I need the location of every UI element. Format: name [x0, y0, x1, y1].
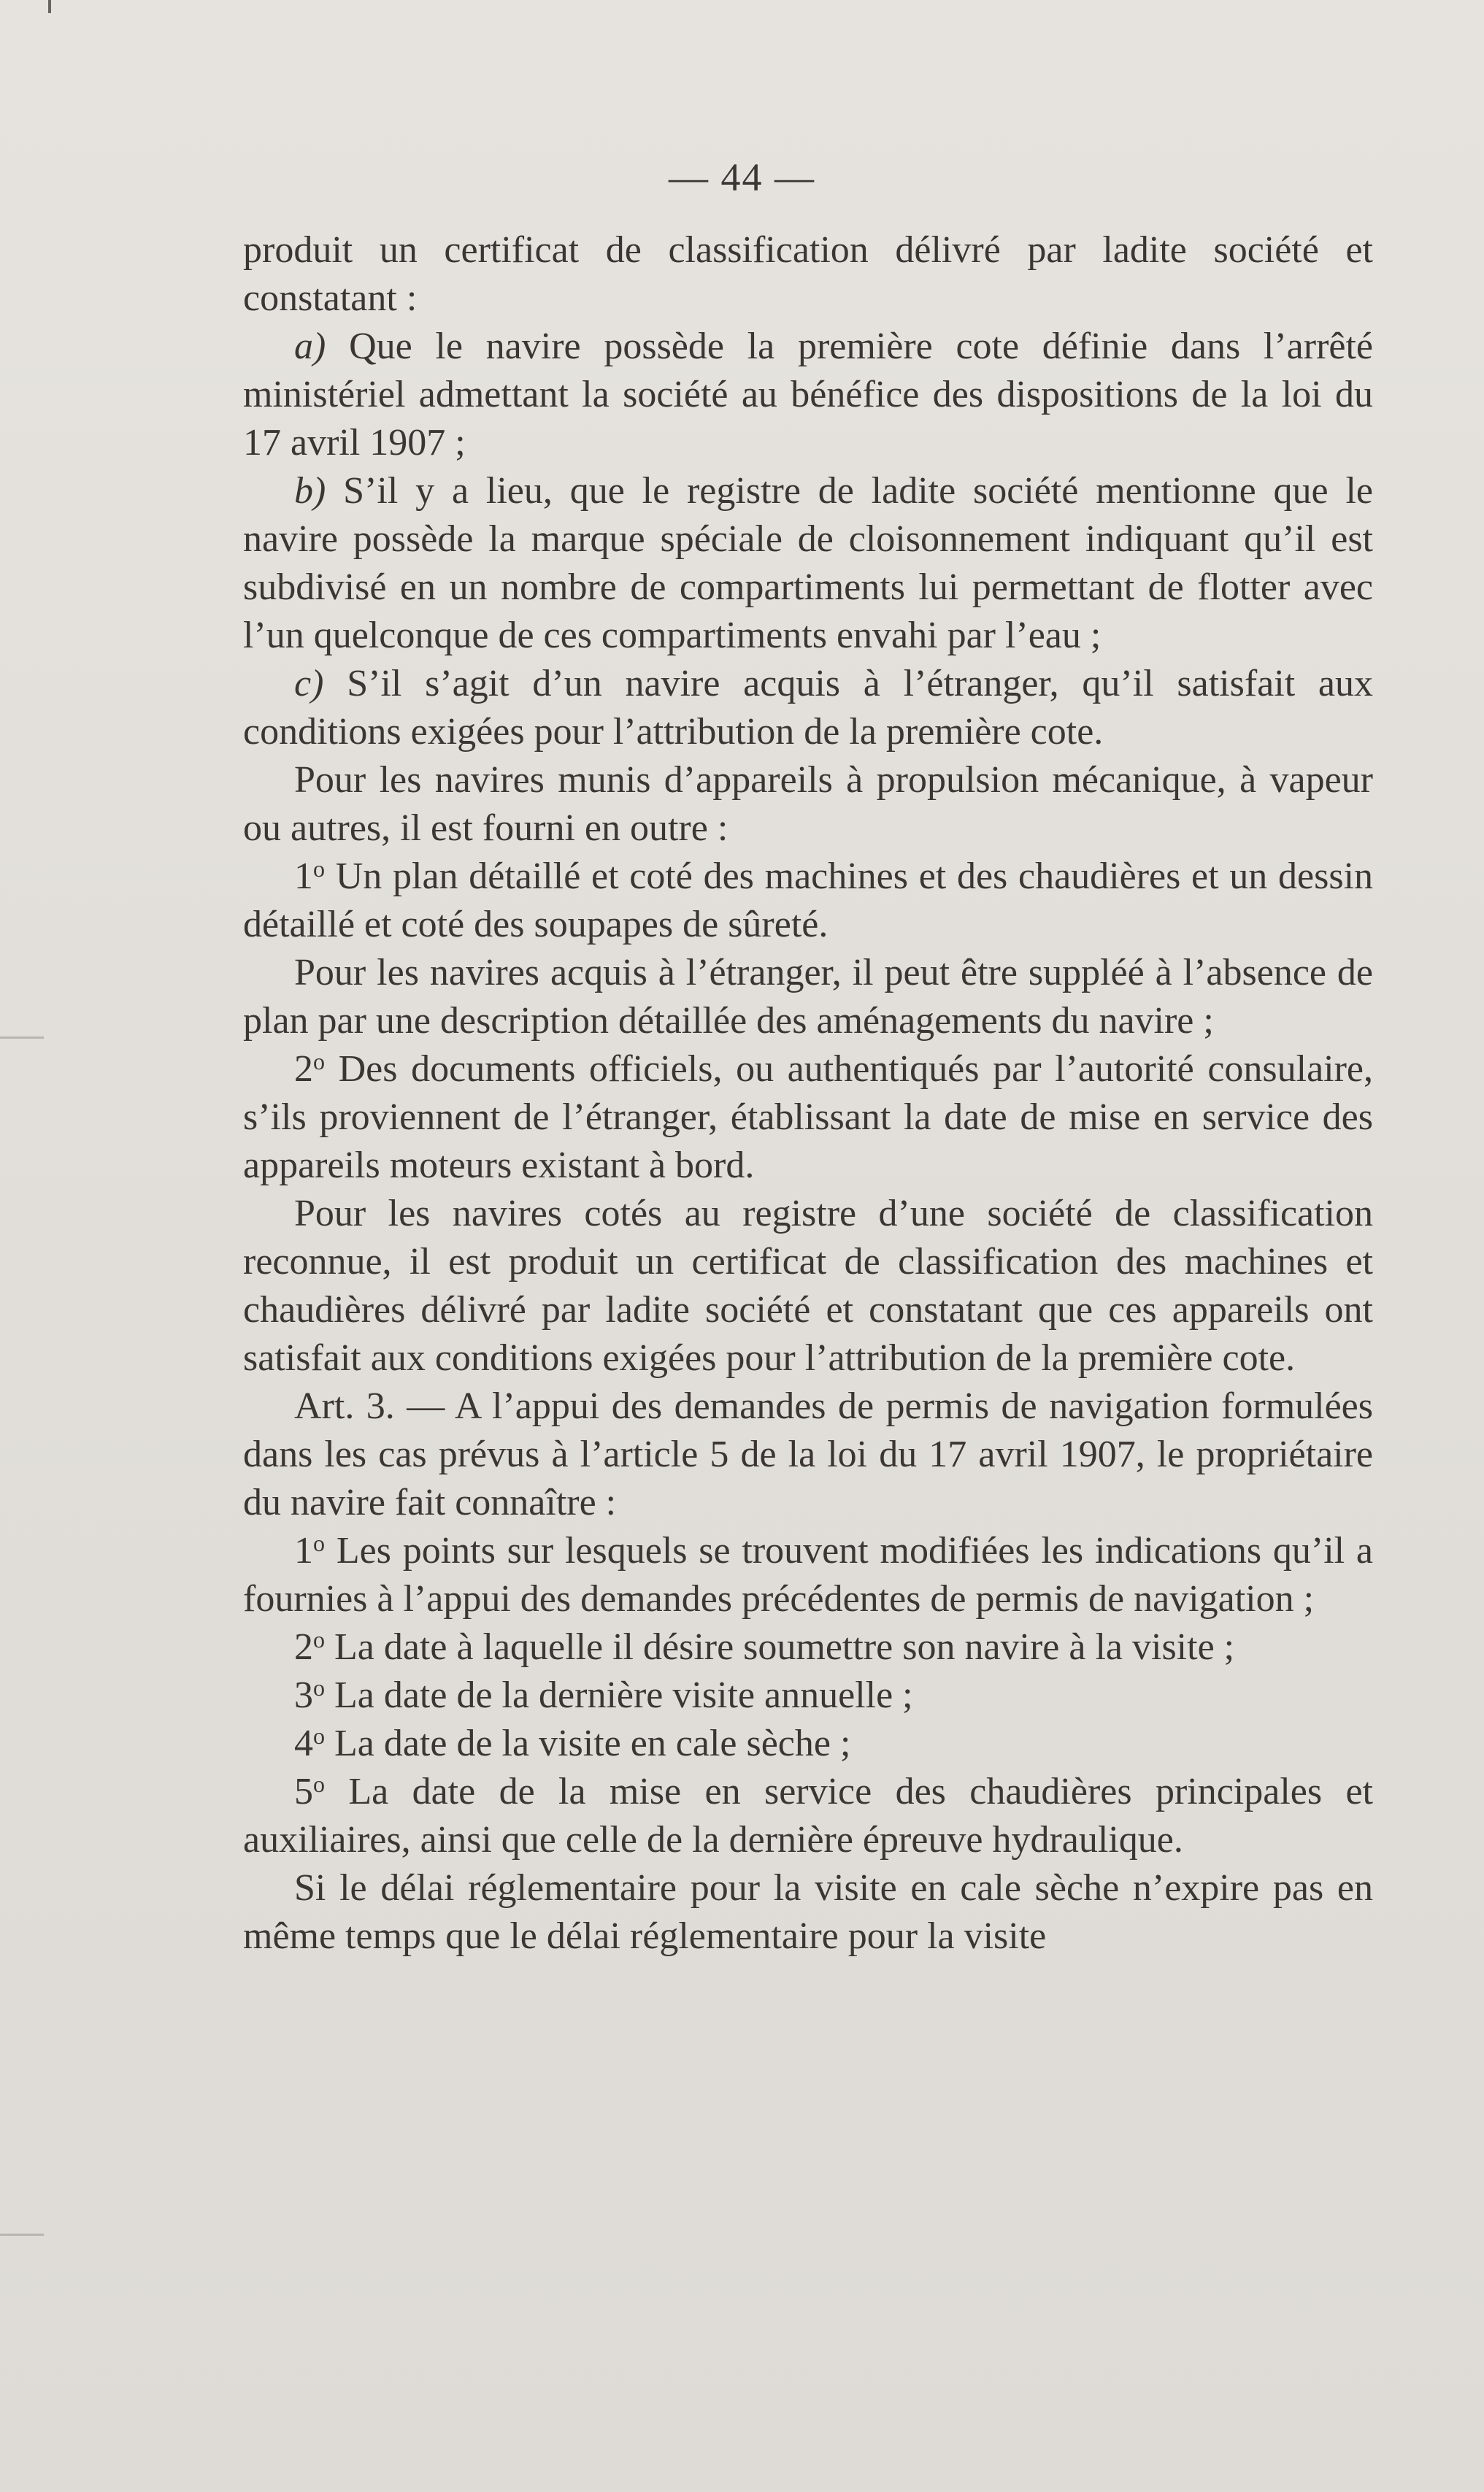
list-item: b) S’il y a lieu, que le registre de ladite société mentionne que le navire possède la marque spéciale de cloisonnement indiquant qu’il est subdivisé en un nombre de compartiments lui permettant de flotter avec l’un quelconque de ces compartiments envahi par l’eau ;: [243, 470, 1374, 656]
list-item: 3$^o$ La date de la dernière visite annuelle ;: [294, 1674, 913, 1716]
paragraph: produit un certificat de classification délivré par ladite société et constatant :: [243, 229, 1373, 319]
list-item: 5$^o$ La date de la mise en service des chaudières principales et auxiliaires, ainsi que celle de la dernière épreuve hydraulique.: [243, 1771, 1373, 1861]
list-item: 4$^o$ La date de la visite en cale sèche ;: [294, 1723, 851, 1764]
paragraph: Pour les navires cotés au registre d’une société de classification reconnue, il est produit un certificat de classification des machines et chaudières délivré par ladite société et constatant que ces appareils ont satisfait aux conditions exigées pour l’attribution de la première cote.: [243, 1193, 1373, 1379]
paragraph: Pour les navires munis d’appareils à propulsion mécanique, à vapeur ou autres, il est fourni en outre :: [243, 759, 1373, 849]
list-item: a) Que le navire possède la première cote définie dans l’arrêté ministériel admettant la société au bénéfice des dispositions de la loi du 17 avril 1907 ;: [243, 326, 1374, 464]
left-edge-mark: [0, 2234, 44, 2236]
left-edge-mark: [0, 1037, 44, 1039]
scan-mark: [48, 0, 51, 13]
paragraph: Si le délai réglementaire pour la visite en cale sèche n’expire pas en même temps que le délai réglementaire pour la visite: [243, 1867, 1373, 1957]
article-paragraph: Art. 3. — A l’appui des demandes de permis de navigation formulées dans les cas prévus à l’article 5 de la loi du 17 avril 1907, le propriétaire du navire fait connaître :: [243, 1385, 1373, 1523]
list-item: 1$^o$ Un plan détaillé et coté des machines et des chaudières et un dessin détaillé et coté des soupapes de sûreté.: [243, 855, 1374, 945]
list-item: 2$^o$ La date à laquelle il désire soumettre son navire à la visite ;: [294, 1626, 1235, 1668]
body-text: [243, 226, 1373, 1961]
page-number: — 44 —: [669, 155, 815, 199]
list-item: 1$^o$ Les points sur lesquels se trouvent modifiées les indications qu’il a fournies à l’appui des demandes précédentes de permis de navigation ;: [243, 1530, 1374, 1620]
paragraph: Pour les navires acquis à l’étranger, il peut être suppléé à l’absence de plan par une description détaillée des aménagements du navire ;: [243, 952, 1373, 1042]
list-item: 2$^o$ Des documents officiels, ou authentiqués par l’autorité consulaire, s’ils proviennent de l’étranger, établissant la date de mise en service des appareils moteurs existant à bord.: [243, 1048, 1374, 1186]
list-item: c) S’il s’agit d’un navire acquis à l’étranger, qu’il satisfait aux conditions exigées pour l’attribution de la première cote.: [243, 663, 1374, 753]
